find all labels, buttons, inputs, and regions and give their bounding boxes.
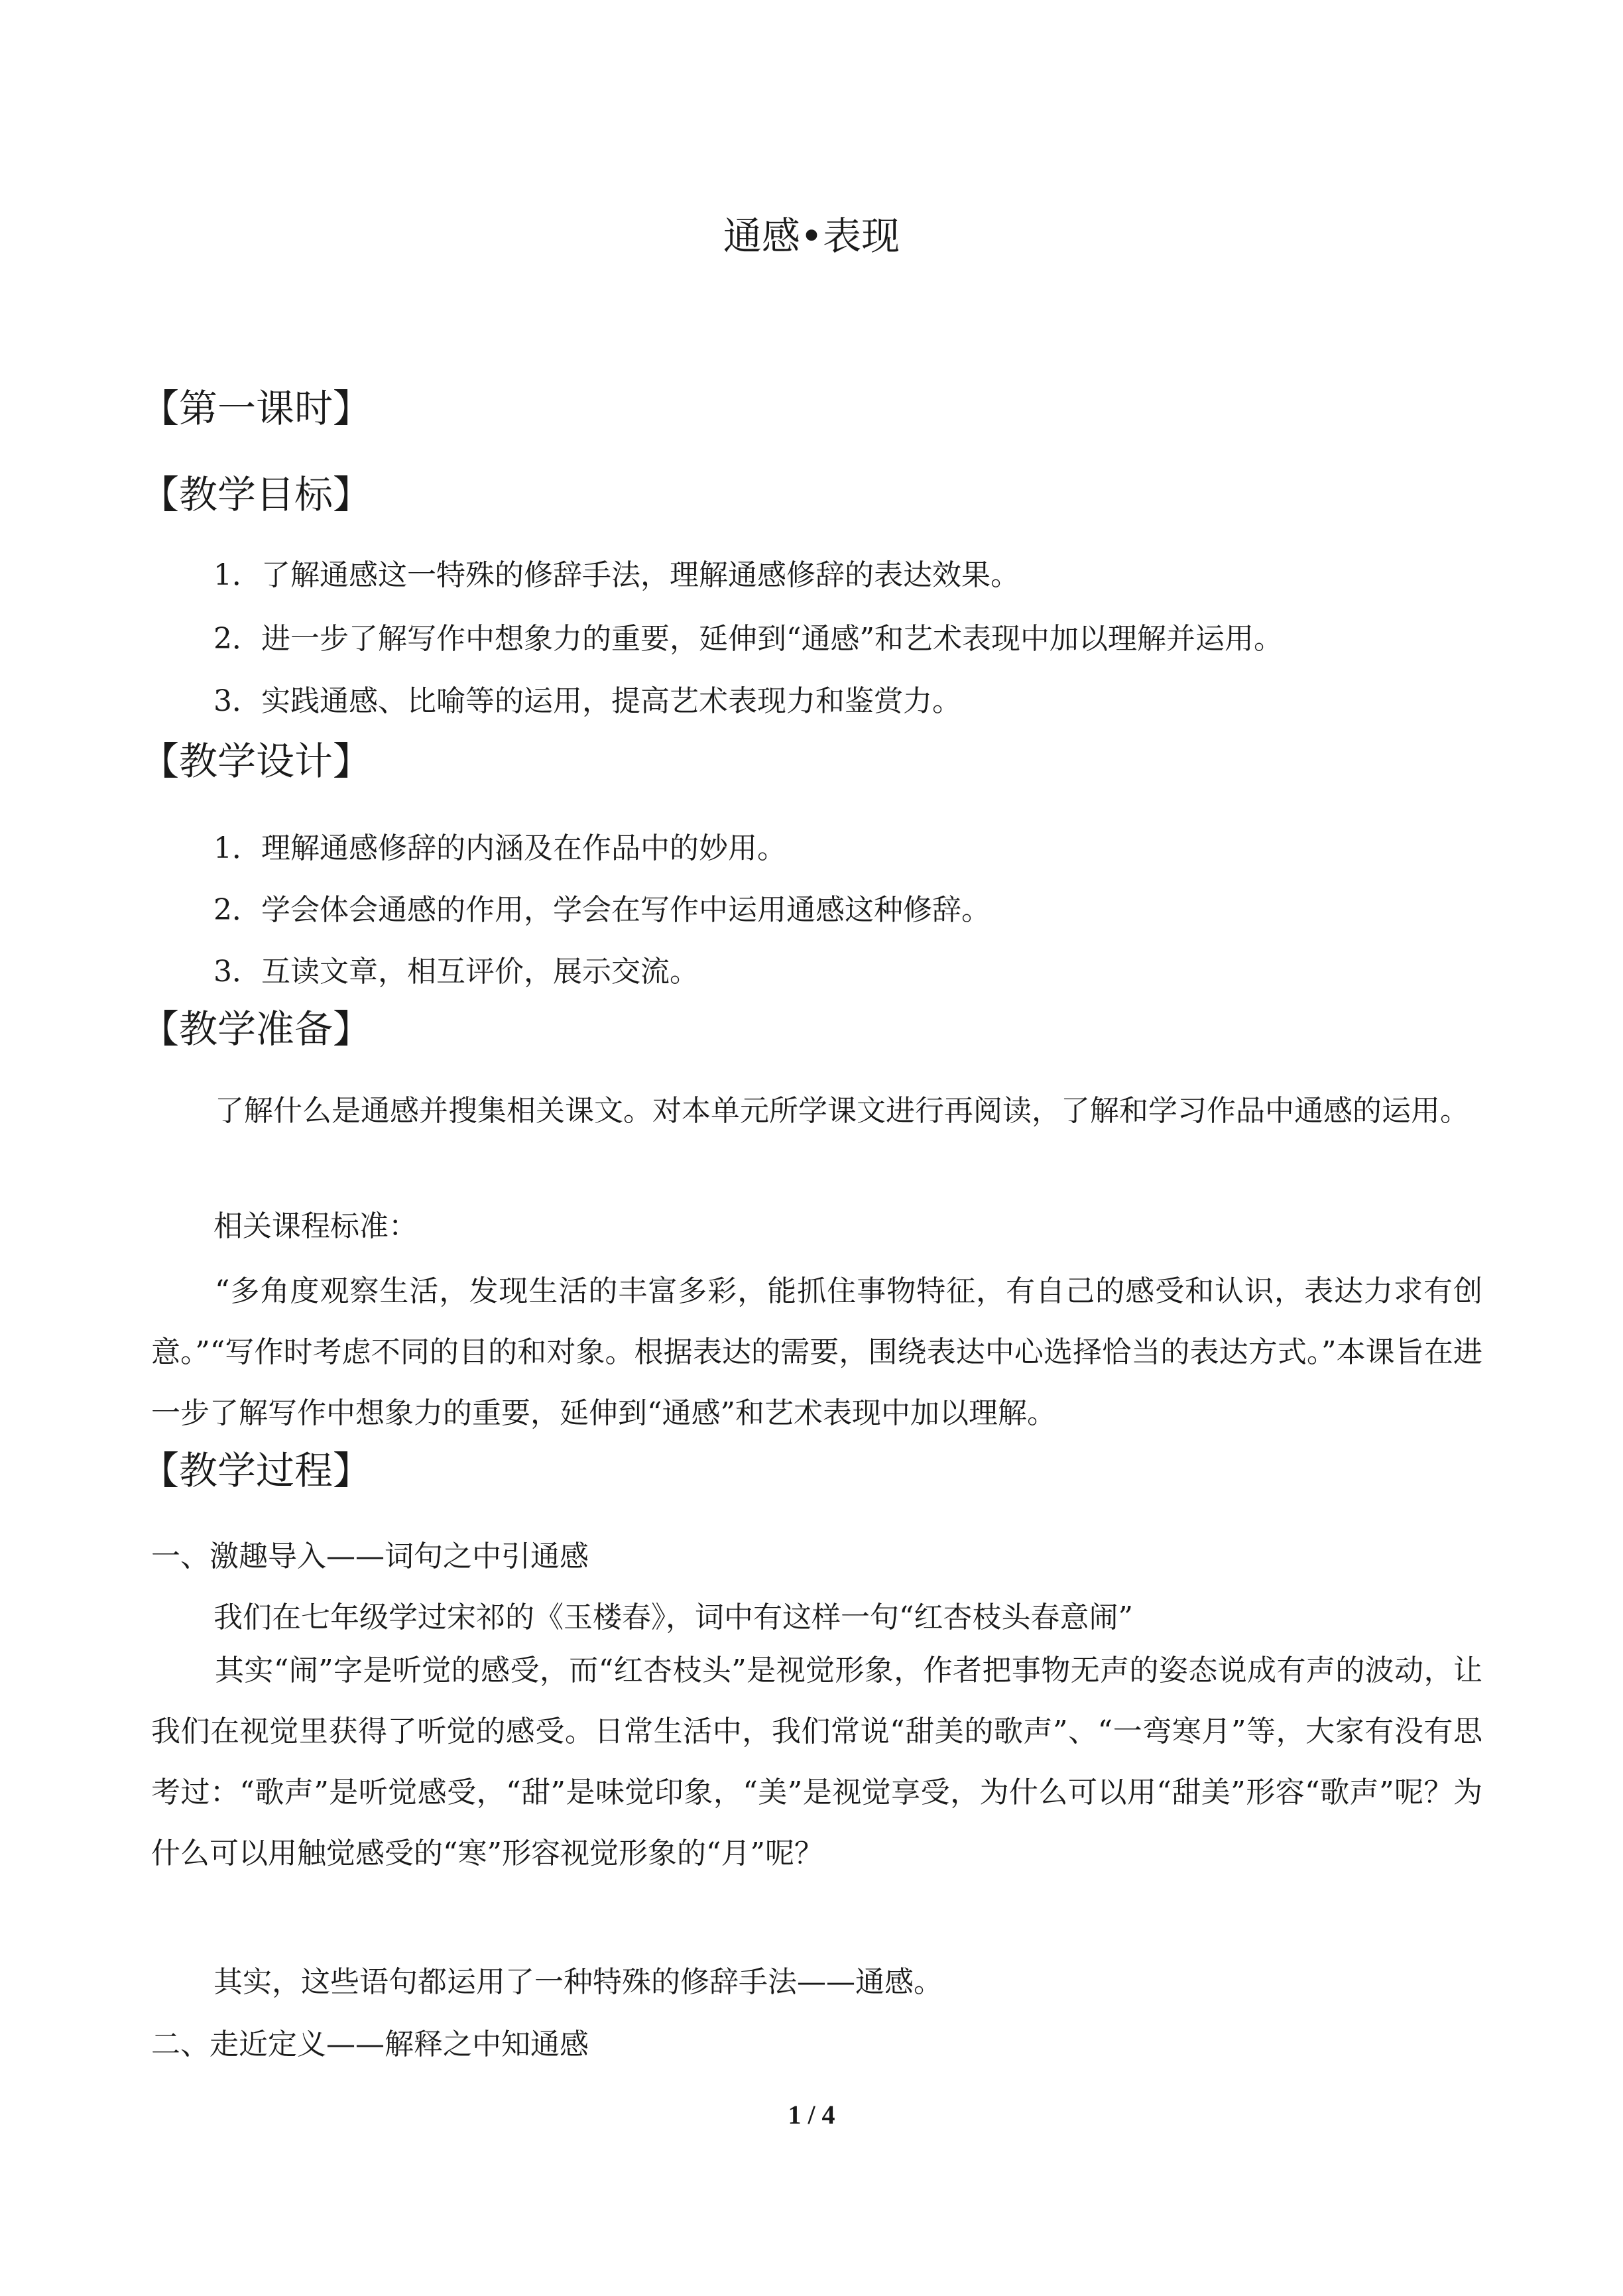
step1-paragraph-2: 其实“闹”字是听觉的感受，而“红杏枝头”是视觉形象，作者把事物无声的姿态说成有声的波动，让我们在视觉里获得了听觉的感受。日常生活中，我们常说“甜美的歌声”、“一弯寒月”等，大家有没有思考过：“歌声”是听觉感受，“甜”是味觉印象，“美”是视觉享受，为什么可以用“甜美”形容“歌声”呢？为什么可以用触觉感受的“寒”形容视觉形象的“月”呢？ <box>151 1654 1482 1870</box>
step1-paragraph-3: 其实，这些语句都运用了一种特殊的修辞手法——通感。 <box>213 1965 943 1999</box>
lesson-heading: 【第一课时】 <box>141 386 372 431</box>
step1-paragraph-1: 我们在七年级学过宋祁的《玉楼春》，词中有这样一句“红杏枝头春意闹” <box>213 1601 1133 1634</box>
step2-heading: 二、走近定义——解释之中知通感 <box>151 2027 589 2061</box>
process-heading: 【教学过程】 <box>141 1448 372 1493</box>
goal-item-2: 2．进一步了解写作中想象力的重要，延伸到“通感”和艺术表现中加以理解并运用。 <box>213 622 1283 656</box>
goal-item-3: 3．实践通感、比喻等的运用，提高艺术表现力和鉴赏力。 <box>213 684 961 718</box>
step1-heading: 一、激趣导入——词句之中引通感 <box>151 1540 589 1573</box>
standard-label: 相关课程标准： <box>213 1209 418 1243</box>
goal-item-1: 1．了解通感这一特殊的修辞手法，理解通感修辞的表达效果。 <box>213 558 1020 592</box>
design-item-2: 2．学会体会通感的作用，学会在写作中运用通感这种修辞。 <box>213 893 991 927</box>
standard-paragraph: “多角度观察生活，发现生活的丰富多彩，能抓住事物特征，有自己的感受和认识，表达力求有创意。”“写作时考虑不同的目的和对象。根据表达的需要，围绕表达中心选择恰当的表达方式。”本课旨在进一步了解写作中想象力的重要，延伸到“通感”和艺术表现中加以理解。 <box>151 1274 1482 1430</box>
design-item-3: 3．互读文章，相互评价，展示交流。 <box>213 955 699 989</box>
page-number: 1 / 4 <box>788 2100 835 2130</box>
goals-heading: 【教学目标】 <box>141 472 372 517</box>
prep-paragraph: 了解什么是通感并搜集相关课文。对本单元所学课文进行再阅读，了解和学习作品中通感的运用。 <box>215 1094 1469 1128</box>
prep-heading: 【教学准备】 <box>141 1006 372 1052</box>
design-item-1: 1．理解通感修辞的内涵及在作品中的妙用。 <box>213 831 786 865</box>
design-heading: 【教学设计】 <box>141 739 372 784</box>
document-title: 通感•表现 <box>723 213 900 259</box>
